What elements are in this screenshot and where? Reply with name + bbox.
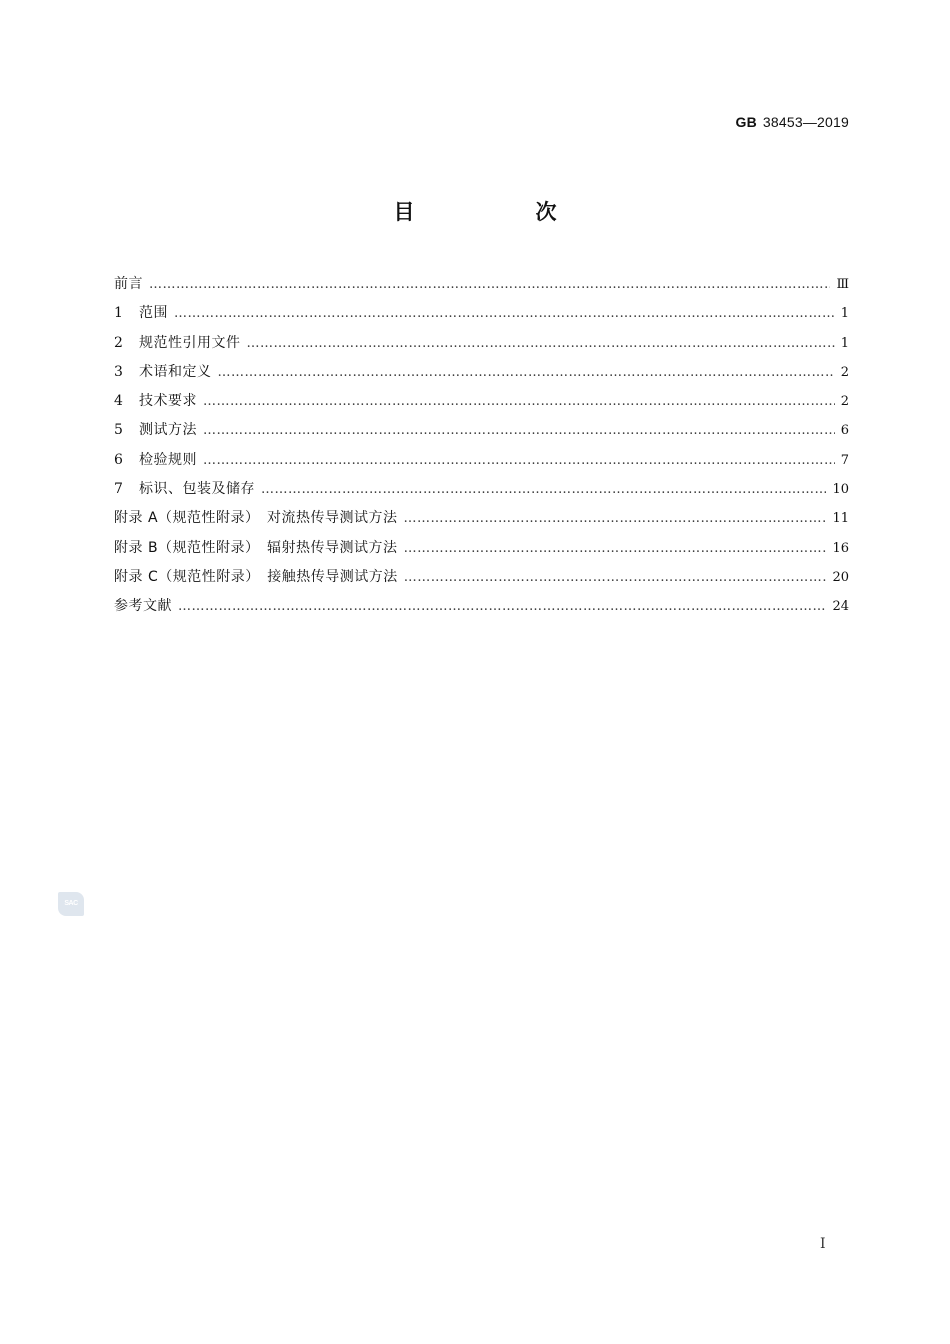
toc-page-number: 2 [840, 394, 849, 410]
toc-label [114, 270, 143, 299]
toc-page-number: 2 [840, 364, 849, 380]
watermark-text: SAC [64, 900, 78, 907]
toc-page-number: 1 [840, 335, 849, 351]
toc-row-technical-requirements[interactable] [114, 387, 849, 416]
toc-page-number: 20 [832, 569, 849, 585]
toc-page-number: 24 [832, 599, 849, 615]
toc-title: 附录 A（规范性附录） 对流热传导测试方法 [114, 510, 398, 527]
toc-label [114, 329, 241, 358]
toc-title: 技术要求 [139, 393, 197, 410]
toc-label [114, 534, 398, 563]
toc-label [114, 446, 197, 475]
toc-row-marking-packaging-storage[interactable] [114, 475, 849, 504]
page-number: Ⅰ [820, 1236, 826, 1252]
toc-row-annex-c[interactable] [114, 563, 849, 592]
toc-title: 术语和定义 [139, 363, 212, 380]
toc-row-inspection-rules[interactable] [114, 446, 849, 475]
toc-label [114, 563, 398, 592]
toc-page-number: 1 [840, 306, 849, 322]
toc-row-normative-references[interactable] [114, 329, 849, 358]
toc-label [114, 504, 398, 533]
toc-dot-leader [203, 416, 835, 445]
toc-dot-leader [149, 270, 830, 299]
toc-row-bibliography[interactable] [114, 592, 849, 621]
toc-dot-leader [247, 329, 835, 358]
toc-label [114, 387, 197, 416]
toc-page-number: 11 [832, 511, 849, 527]
toc-row-foreword[interactable] [114, 270, 849, 299]
toc-dot-leader [404, 563, 827, 592]
toc-title: 测试方法 [139, 422, 197, 439]
standard-number [736, 114, 849, 130]
toc-row-test-methods[interactable] [114, 416, 849, 445]
toc-dot-leader [203, 387, 835, 416]
standard-prefix: GB [735, 114, 757, 130]
toc-row-terms-definitions[interactable] [114, 358, 849, 387]
toc-title: 参考文献 [114, 598, 172, 615]
toc-row-scope[interactable] [114, 299, 849, 328]
toc-title: 标识、包装及储存 [139, 481, 255, 498]
toc-title: 规范性引用文件 [139, 334, 241, 351]
toc-dot-leader [404, 504, 827, 533]
toc-dot-leader [404, 534, 827, 563]
toc-section-number: 5 [114, 422, 124, 439]
toc-section-number: 6 [114, 451, 124, 468]
toc-page-number: Ⅲ [836, 277, 849, 292]
toc-title: 附录 B（规范性附录） 辐射热传导测试方法 [114, 539, 398, 556]
sac-logo-icon [58, 892, 84, 916]
toc-section-number: 4 [114, 393, 124, 410]
toc-label [114, 299, 168, 328]
toc-dot-leader [174, 299, 835, 328]
toc-label [114, 475, 255, 504]
toc-page-number: 10 [832, 482, 849, 498]
toc-row-annex-b[interactable] [114, 534, 849, 563]
toc-section-number: 1 [114, 305, 124, 322]
toc-section-number: 7 [114, 481, 124, 498]
toc-label [114, 358, 212, 387]
toc-dot-leader [261, 475, 826, 504]
toc-title: 前言 [114, 276, 143, 292]
toc-dot-leader [203, 446, 835, 475]
toc-title: 附录 C（规范性附录） 接触热传导测试方法 [114, 568, 398, 585]
toc-dot-leader [218, 358, 835, 387]
toc-row-annex-a[interactable] [114, 504, 849, 533]
toc-label [114, 592, 172, 621]
toc-page-number: 7 [840, 452, 849, 468]
toc-dot-leader [178, 592, 826, 621]
toc-page-number: 6 [840, 423, 849, 439]
toc-section-number: 2 [114, 334, 124, 351]
standard-code: 38453—2019 [762, 114, 849, 130]
table-of-contents [114, 270, 849, 622]
page-title: 目 次 [393, 200, 607, 224]
toc-title: 范围 [139, 305, 168, 322]
toc-title: 检验规则 [139, 451, 197, 468]
toc-section-number: 3 [114, 363, 124, 380]
toc-label [114, 416, 197, 445]
toc-page-number: 16 [832, 540, 849, 556]
